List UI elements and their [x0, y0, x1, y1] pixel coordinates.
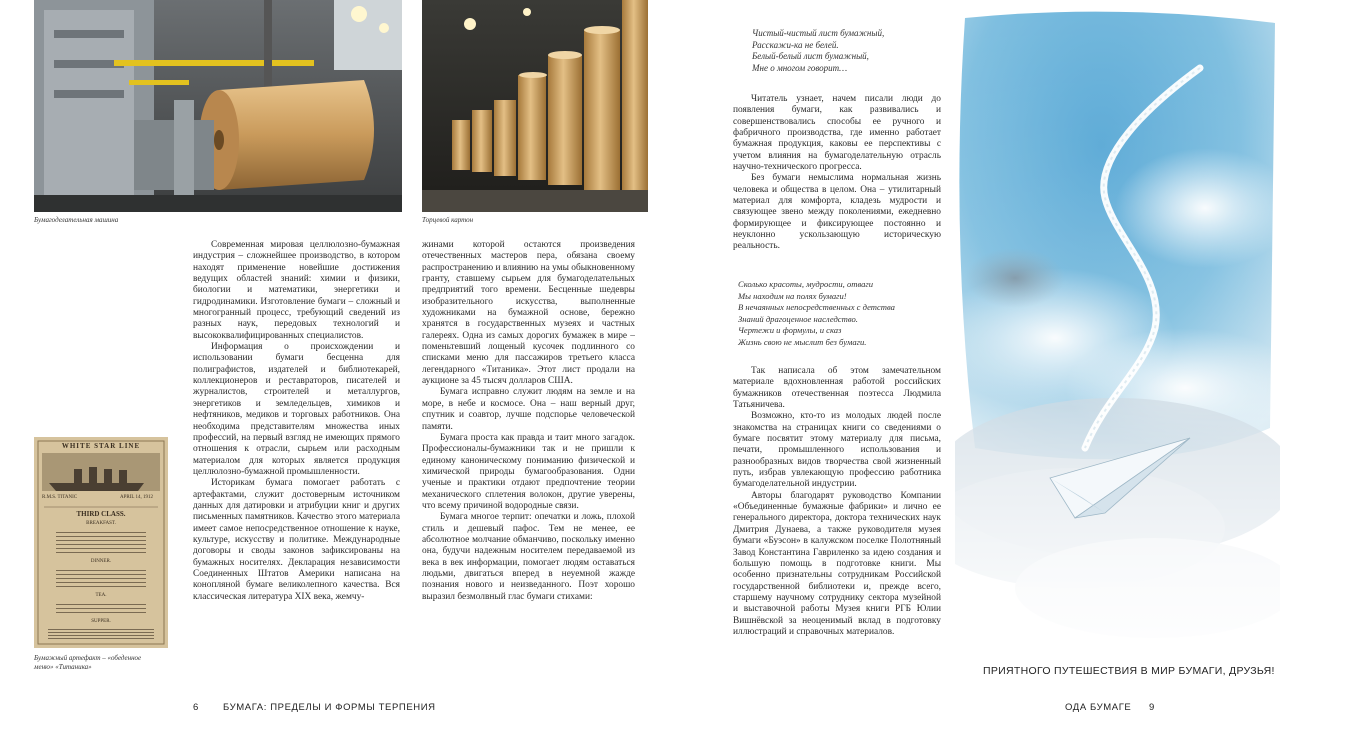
verse-line: Расскажи-ка не белей. [752, 39, 839, 50]
menu-caption-line2: меню» «Титаника» [34, 663, 92, 671]
menu-lines-1 [56, 529, 146, 555]
poem-verse-2 [738, 279, 895, 348]
verse-line: Сколько красоты, мудрости, отваги [738, 279, 874, 289]
poem-verse-1 [752, 28, 884, 74]
col2-paragraph: Бумага проста как правда и таит много загадок. Профессионалы-бумажники так и не пришли к единому каноническому пониманию физической и химической природы бумагообразования. Одни ученые и практики отдают предпочтение теории механического сплетения волокон, другие уверены, что всему причиной водородные связи. [422, 432, 635, 511]
col2-paragraph: жинами которой остаются произведения отечественных мастеров пера, обязана своему распространению и влиянию на умы обыкновенному гранту, ставшему сырьем для бумагоделательных предприятий того времени. Бесценные шедевры изобразительного искусства, выполненные художниками на бумажной основе, бережно хранятся в государственных музеях и частных галереях. Одна из самых дорогих бумажек в мире – поменьтевший лощеный кусочек подлинного со списками меню для пассажиров третьего класса легендарного «Титаника». Этот лист продали на аукционе за 45 тысяч долларов США. [422, 240, 635, 387]
left-text-column-2 [422, 240, 635, 683]
col3a-paragraph: Читатель узнает, начем писали люди до появления бумаги, как развивались и совершенствовались способы ее ручного и фабричного производства, где именно работает бумажная продукция, каковы ее перспективы с учетом влияния на бумагоделательную отрасль научно-технического прогресса. [733, 94, 941, 173]
col2-paragraph: Бумага многое терпит: опечатки и ложь, плохой стиль и дешевый пафос. Тем не менее, ее абсолютное молчание обманчиво, поскольку именно она, будучи надежным носителем передаваемой из века в век информации, помогает людям оставаться людьми, двигаться вперед в неуемной жажде познания нового и неизведанного. Поэт хорошо выразил безмолвный глас бумаги стихами: [422, 512, 635, 602]
menu-lines-3 [56, 601, 146, 615]
menu-section-tea: TEA. [95, 593, 107, 598]
verse-line: Белый-белый лист бумажный, [752, 51, 869, 61]
verse-line: Чертежи и формулы, и сказ [738, 325, 842, 335]
verse-line: Чистый-чистый лист бумажный, [752, 28, 885, 38]
verse-line: Жизнь свою не мыслит без бумаги. [738, 336, 867, 347]
menu-class: THIRD CLASS. [76, 510, 126, 518]
col1-paragraph: Современная мировая целлюлозно-бумажная индустрия – сложнейшее производство, в котором находят применение новейшие достижения ведущих областей знаний: химии и физики, биологии и математики, энергетики и гидродинамики. Изготовление бумаги – сложный и многогранный процесс, требующий сведений из разных наук, передовых технологий и высококвалифицированных специалистов. [193, 240, 400, 341]
cardboard-rolls-photo [422, 0, 648, 212]
right-text-column-b [733, 366, 941, 684]
paper-airplane-watercolor [955, 8, 1280, 648]
verse-line: В нечаянных непосредственных с детства [738, 302, 895, 312]
col1-paragraph: Информация о происхождении и использовании бумаги бесценна для полиграфистов, издателей и библиотекарей, коллекционеров и реставраторов, писателей и журналистов, строителей и металлургов, энергетиков и земледельцев, химиков и нефтяников, медиков и торговых работников. Она необходима представителям множества иных профессий, на первый взгляд не имеющих прямого отношения к отрасли, сырьем или расходным материалом для которых является продукция целлюлозно-бумажной промышленности. [193, 342, 400, 477]
menu-section-supper: SUPPER. [91, 619, 111, 624]
menu-section-dinner: DINNER. [90, 559, 112, 564]
menu-section-breakfast: BREAKFAST. [86, 521, 116, 526]
left-page-number: 6 [193, 702, 199, 713]
paper-machine-photo [34, 0, 402, 212]
left-text-column-1 [193, 240, 400, 683]
titanic-menu-image [34, 437, 168, 648]
col3b-paragraph: Возможно, кто-то из молодых людей после знакомства на страницах книги со сведениями о бумаге посвятит этому материалу для письма, печати, промышленного использования и разнообразных видов творчества свой жизненный путь, избрав увлекающую профессию работника бумагоделательной индустрии. [733, 411, 941, 490]
photo2-caption: Торцевой картон [422, 216, 474, 224]
col3b-paragraph: Авторы благодарят руководство Компании «Объединенные бумажные фабрики» и лично ее генерального директора, доктора технических наук Дмитрия Дунаева, а также руководителя музея бумаги «Буэсон» в калужском поселке Полотняный Завод Константина Гавриленко за идею создания и большую помощь в подготовке книги. Мы особенно признательны сотрудникам Российской государственной библиотеки и, прежде всего, старшему научному сотруднику сектора музейной и выставочной работы Музея книги РГБ Юлии Вишнёвской за неоценимый вклад в подготовку иллюстраций и справочных материалов. [733, 490, 941, 637]
menu-caption-line1: Бумажный артефакт – «обеденное [34, 654, 142, 662]
right-text-column-a [733, 94, 941, 270]
col3b-paragraph: Так написала об этом замечательном материале вдохновленная работой российских бумажников отечественная поэтесса Людмила Татьяничева. [733, 366, 941, 411]
right-page-number: 9 [1149, 702, 1155, 713]
photo1-caption: Бумагоделательная машина [34, 216, 119, 224]
col2-paragraph: Бумага исправно служит людям на земле и на море, в небе и космосе. Она – наш верный друг, спутник и соавтор, лучше подспорье человеческой памяти. [422, 387, 635, 432]
col3a-paragraph: Без бумаги немыслима нормальная жизнь человека и общества в целом. Она – утилитарный материал для комфорта, кладезь мудрости и связующее звено между поколениями, ежедневно формирующее и фиксирующее постоянно и неуклонно ускользающую историческую реальность. [733, 173, 941, 252]
left-running-title: БУМАГА: ПРЕДЕЛЫ И ФОРМЫ ТЕРПЕНИЯ [223, 702, 436, 713]
farewell-headline: ПРИЯТНОГО ПУТЕШЕСТВИЯ В МИР БУМАГИ, ДРУЗЬЯ! [983, 665, 1275, 677]
verse-line: Знаний драгоценное наследство. [738, 313, 858, 324]
verse-line: Мы находим на полях бумаги! [738, 290, 847, 301]
right-running-title: ОДА БУМАГЕ [1065, 702, 1132, 713]
menu-lines-4 [48, 627, 154, 641]
menu-ship: R.M.S. TITANIC [42, 495, 78, 500]
verse-line: Мне о многом говорит… [752, 62, 848, 73]
menu-header: WHITE STAR LINE [61, 442, 141, 450]
menu-lines-2 [56, 567, 146, 589]
menu-date: APRIL 14, 1912 [120, 495, 154, 500]
menu-caption [34, 654, 174, 672]
col1-paragraph: Историкам бумага помогает работать с артефактами, служит достоверным источником данных для датировки и атрибуции книг и других письменных памятников. Качество этого материала имеет самое непосредственное отношение к науке, культуре, искусству и политике. Международные договоры и своды законов зафиксированы на бумажных носителях. Декларация независимости Соединенных Штатов Америки написана на конопляной бумаге великолепного качества. Вся классическая литература XIX века, жемчу- [193, 478, 400, 602]
